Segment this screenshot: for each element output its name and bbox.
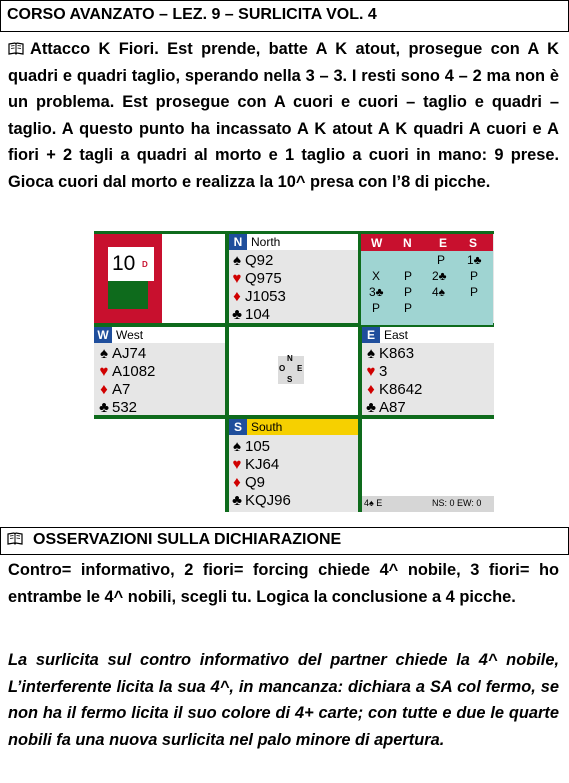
east-clubs: ♣ A87 xyxy=(363,399,406,417)
compass-e: E xyxy=(297,364,303,373)
observations-title xyxy=(7,531,341,549)
bid-header-n: N xyxy=(403,236,412,250)
south-spades: ♠ 105 xyxy=(229,438,270,456)
bid-cell: P xyxy=(372,301,381,315)
spade-icon: ♠ xyxy=(100,345,108,362)
south-name: South xyxy=(251,420,283,434)
bid-cell: P xyxy=(470,285,479,299)
north-diamonds: ♦ J1053 xyxy=(229,288,286,306)
east-seat-badge: E xyxy=(362,327,380,343)
south-clubs: ♣ KQJ96 xyxy=(229,492,291,510)
north-spades: ♠ Q92 xyxy=(229,252,273,270)
north-hearts: ♥ Q975 xyxy=(229,270,282,288)
heart-icon: ♥ xyxy=(366,363,376,380)
board-number: 10 xyxy=(112,252,136,275)
bid-cell: P xyxy=(470,269,479,283)
east-name: East xyxy=(384,328,409,342)
diamond-icon: ♦ xyxy=(233,288,241,305)
bid-header-s: S xyxy=(469,236,478,250)
bid-cell: 2♣ xyxy=(432,269,447,283)
result-area xyxy=(362,419,494,496)
bid-cell: P xyxy=(404,285,413,299)
bid-cell: P xyxy=(404,301,413,315)
bid-header-w: W xyxy=(371,236,383,250)
intro-paragraph xyxy=(8,36,559,196)
compass-o: O xyxy=(279,364,286,373)
west-name: West xyxy=(116,328,144,342)
diamond-icon: ♦ xyxy=(233,474,241,491)
dealer-letter: D xyxy=(142,260,148,269)
west-header xyxy=(94,327,225,343)
south-header xyxy=(229,419,358,435)
bid-cell: P xyxy=(437,253,446,267)
book-icon xyxy=(8,37,24,50)
contract-label: 4♠ E xyxy=(364,498,383,508)
observations-paragraph: Contro= informativo, 2 fiori= forcing chiede 4^ nobile, 3 fiori= ho entrambe le 4^ nobili, scegli tu. Logica la conclusione a 4 picche. xyxy=(8,561,559,606)
north-seat-badge: N xyxy=(229,234,247,250)
club-icon: ♣ xyxy=(99,399,109,416)
bid-cell: P xyxy=(404,269,413,283)
diamond-icon: ♦ xyxy=(100,381,108,398)
spade-icon: ♠ xyxy=(233,438,241,455)
bid-cell: 3♣ xyxy=(369,285,384,299)
west-clubs: ♣ 532 xyxy=(96,399,137,417)
compass-s: S xyxy=(287,375,293,384)
bid-cell: 1♣ xyxy=(467,253,482,267)
north-clubs: ♣ 104 xyxy=(229,306,270,324)
empty-cell xyxy=(94,419,225,512)
bid-cell: 4♠ xyxy=(432,285,446,299)
north-header xyxy=(229,234,358,250)
intro-text: Attacco K Fiori. Est prende, batte A K atout, prosegue con A K quadri e quadri taglio, sperando nella 3 – 3. I resti sono 4 – 2 ma non è un problema. Est prosegue con A cuori e cuori – taglio e quadri – taglio. A questo punto ha incassato A K atout A K quadri A cuori e A fiori + 2 tagli a quadri al morto e 1 taglio a cuori in mano: 9 prese. Gioca cuori dal morto e realizza la 10^ presa con l’8 di picche. xyxy=(8,40,559,191)
compass-n: N xyxy=(287,354,293,363)
book-icon xyxy=(7,532,23,545)
west-hearts: ♥ A1082 xyxy=(96,363,155,381)
heart-icon: ♥ xyxy=(232,456,242,473)
south-hearts: ♥ KJ64 xyxy=(229,456,279,474)
south-diamonds: ♦ Q9 xyxy=(229,474,265,492)
east-diamonds: ♦ K8642 xyxy=(363,381,422,399)
heart-icon: ♥ xyxy=(99,363,109,380)
spade-icon: ♠ xyxy=(233,252,241,269)
spade-icon: ♠ xyxy=(367,345,375,362)
diamond-icon: ♦ xyxy=(367,381,375,398)
heart-icon: ♥ xyxy=(232,270,242,287)
south-seat-badge: S xyxy=(229,419,247,435)
observations-title-text: OSSERVAZIONI SULLA DICHIARAZIONE xyxy=(33,531,342,548)
club-icon: ♣ xyxy=(232,306,242,323)
west-diamonds: ♦ A7 xyxy=(96,381,130,399)
east-spades: ♠ K863 xyxy=(363,345,414,363)
east-hearts: ♥ 3 xyxy=(363,363,387,381)
score-label: NS: 0 EW: 0 xyxy=(432,498,482,508)
west-seat-badge: W xyxy=(94,327,112,343)
west-spades: ♠ AJ74 xyxy=(96,345,146,363)
north-name: North xyxy=(251,235,281,249)
club-icon: ♣ xyxy=(232,492,242,509)
bid-header-e: E xyxy=(439,236,448,250)
club-icon: ♣ xyxy=(366,399,376,416)
lesson-title: CORSO AVANZATO – LEZ. 9 – SURLICITA VOL. 4 xyxy=(7,6,377,23)
east-header xyxy=(362,327,494,343)
bid-cell: X xyxy=(372,269,381,283)
surlicita-paragraph: La surlicita sul contro informativo del partner chiede la 4^ nobile, L’interferente licita la sua 4^, in mancanza: dichiara a SA col fermo, se non ha il fermo licita il suo colore di 4+ carte; con tutte e due le quarte nobili fa una nuova surlicita nel palo minore di apertura. xyxy=(8,651,559,749)
